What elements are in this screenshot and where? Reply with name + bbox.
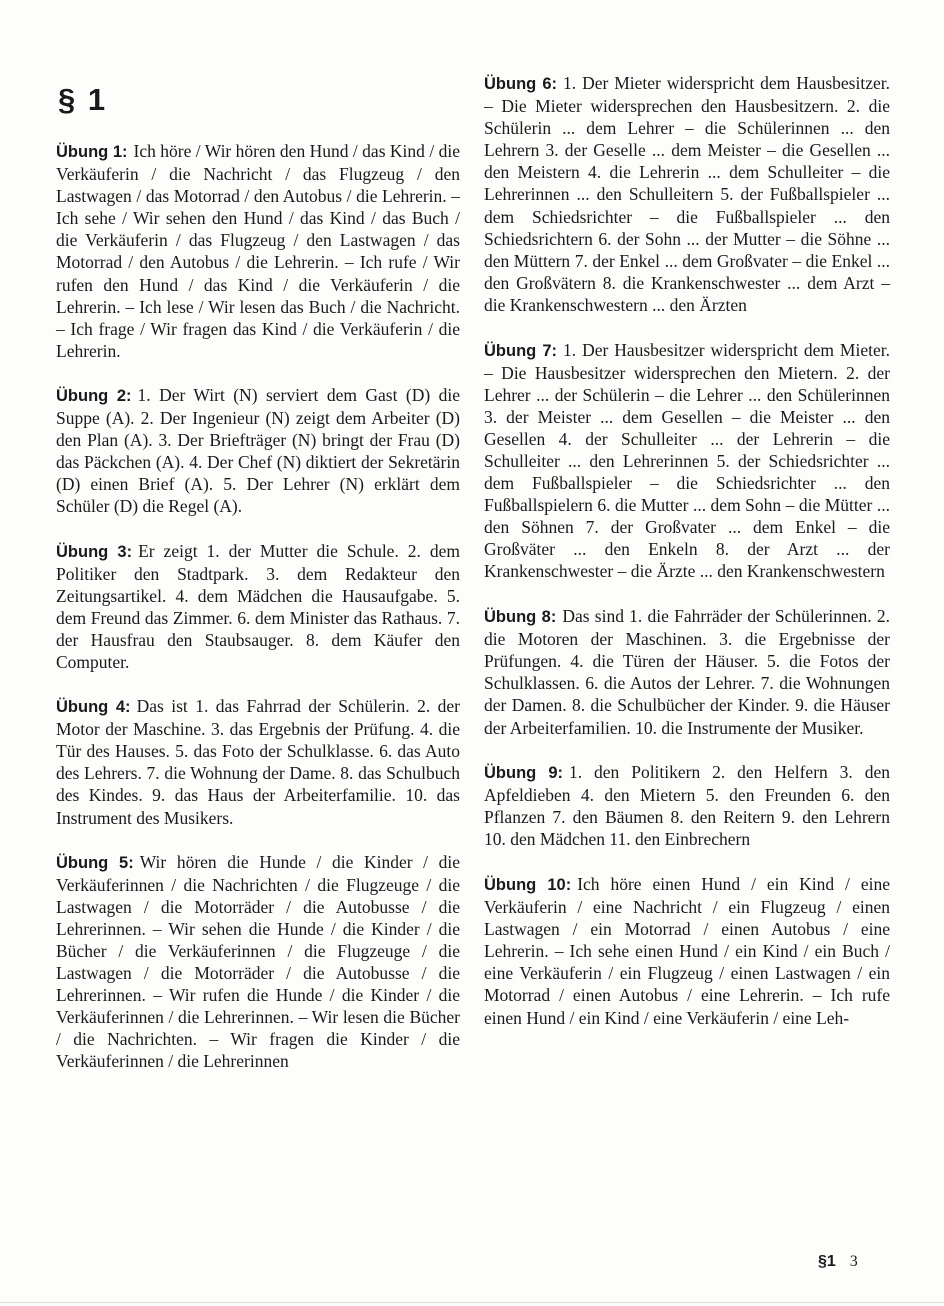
exercise-4 [56, 695, 460, 829]
exercise-8 [484, 605, 890, 739]
exercise-text: Ich höre / Wir hören den Hund / das Kind / die Verkäuferin / die Nachricht / das Flugzeug / den Lastwagen / das Motorrad / den Autobus / die Lehrerin. – Ich sehe / Wir sehen den Hund / das Kind / das Buch / die Verkäuferin / das Flugzeug / den Lastwagen / das Motorrad / den Autobus / die Lehrerin. – Ich rufe / Wir rufen den Hund / das Kind / die Verkäuferin / die Lehrerin. – Ich lese / Wir lesen das Buch / die Nachricht. – Ich frage / Wir fragen das Kind / die Verkäuferin / die Lehrerin. [56, 141, 460, 361]
exercise-label: Übung 9: [484, 764, 564, 783]
page-number: 3 [849, 1253, 858, 1270]
exercise-9 [484, 761, 890, 850]
exercise-text: 1. Der Wirt (N) serviert dem Gast (D) die Suppe (A). 2. Der Ingenieur (N) zeigt dem Arbeiter (D) den Plan (A). 3. Der Briefträger (N) bringt der Frau (D) das Päckchen (A). 4. Der Chef (N) diktiert der Sekretärin (D) einen Brief (A). 5. Der Lehrer (N) erklärt dem Schüler (D) die Regel (A). [56, 384, 460, 517]
exercise-label: Übung 1: [56, 143, 128, 161]
exercise-label: Übung 7: [484, 341, 558, 360]
exercise-5 [56, 851, 460, 1073]
exercise-text: Das sind 1. die Fahrräder der Schülerinnen. 2. die Motoren der Maschinen. 3. die Ergebnisse der Prüfungen. 4. die Türen der Häuser. 5. die Fotos der Schulklassen. 6. die Autos der Lehrer. 7. die Wohnungen der Damen. 8. die Schulbücher der Kinder. 9. die Häuser der Arbeiterfamilien. 10. die Instrumente der Musiker. [484, 606, 890, 738]
exercise-text: Das ist 1. das Fahrrad der Schülerin. 2. der Motor der Maschine. 3. das Ergebnis der Prüfung. 4. die Tür des Hauses. 5. das Foto der Schulklasse. 6. das Auto des Lehrers. 7. die Wohnung der Dame. 8. das Schulbuch des Kindes. 9. das Haus der Arbeiterfamilie. 10. das Instrument des Musikers. [56, 696, 460, 828]
exercise-10 [484, 873, 890, 1029]
exercise-text: 1. den Politikern 2. den Helfern 3. den Apfeldieben 4. den Mietern 5. den Freunden 6. den Pflanzen 7. den Bäumen 8. den Reitern 9. den Lehrern 10. den Mädchen 11. den Einbrechern [484, 762, 890, 850]
exercise-6 [484, 72, 890, 316]
bottom-divider [0, 1302, 944, 1303]
exercise-7 [484, 339, 890, 583]
footer-section-marker: §1 [818, 1253, 836, 1270]
exercise-text: Er zeigt 1. der Mutter die Schule. 2. dem Politiker den Stadtpark. 3. dem Redakteur den Zeitungsartikel. 4. dem Mädchen die Hausaufgabe. 5. dem Freund das Zimmer. 6. dem Minister das Rathaus. 7. der Hausfrau den Staubsauger. 8. dem Käufer den Computer. [56, 540, 460, 672]
section-heading: § 1 [58, 82, 108, 117]
exercise-2 [56, 384, 460, 518]
exercise-label: Übung 3: [56, 542, 133, 561]
exercise-text: 1. Der Hausbesitzer widerspricht dem Mieter. – Die Hausbesitzer widersprechen den Mietern. 2. der Lehrer ... der Schülerin – die Lehrer ... den Schülerinnen 3. der Meister ... dem Gesellen – die Meister ... den Gesellen 4. der Schulleiter ... der Lehrerin – die Schulleiter ... den Lehrerinnen 5. der Schiedsrichter ... dem Fußballspieler – die Schiedsrichter ... den Fußballspielern 6. die Mutter ... dem Sohn – die Mütter ... den Söhnen 7. der Großvater ... dem Enkel – die Großväter ... den Enkeln 8. der Arzt ... der Krankenschwester – die Ärzte ... den Krankenschwestern [484, 339, 890, 582]
exercise-label: Übung 4: [56, 698, 131, 717]
exercise-3 [56, 540, 460, 674]
page-footer [818, 1253, 858, 1271]
exercise-label: Übung 8: [484, 608, 557, 627]
exercise-label: Übung 5: [56, 853, 134, 872]
exercise-label: Übung 10: [484, 876, 572, 894]
exercise-text: 1. Der Mieter widerspricht dem Hausbesitzer. – Die Mieter widersprechen den Hausbesitzern. 2. die Schülerin ... dem Lehrer – die Schülerinnen ... den Lehrern 3. der Geselle ... dem Meister – die Gesellen ... den Meistern 4. die Lehrerin ... dem Schulleiter – die Lehrerinnen ... den Schulleitern 5. der Fußballspieler ... dem Schiedsrichter – die Fußballspieler ... den Schiedsrichtern 6. der Sohn ... der Mutter – die Söhne ... den Müttern 7. der Enkel ... dem Großvater – die Enkel ... den Großvätern 8. die Krankenschwester ... dem Arzt – die Krankenschwestern ... den Ärzten [484, 73, 890, 315]
left-column [56, 140, 460, 1095]
exercise-label: Übung 2: [56, 386, 132, 405]
exercise-text: Ich höre einen Hund / ein Kind / eine Verkäuferin / eine Nachricht / ein Flugzeug / einen Lastwagen / ein Motorrad / einen Autobus / eine Lehrerin. – Ich sehe einen Hund / ein Kind / ein Buch / eine Verkäuferin / ein Flugzeug / einen Lastwagen / ein Motorrad / einen Autobus / eine Lehrerin. – Ich rufe einen Hund / ein Kind / eine Verkäuferin / eine Leh- [484, 874, 890, 1028]
right-column [484, 72, 890, 1051]
exercise-label: Übung 6: [484, 75, 558, 93]
exercise-text: Wir hören die Hunde / die Kinder / die Verkäuferinnen / die Nachrichten / die Flugzeuge / die Lastwagen / die Motorräder / die Autobusse / die Lehrerinnen. – Wir sehen die Hunde / die Kinder / die Bücher / die Verkäuferinnen / die Flugzeuge / die Lastwagen / die Motorräder / die Autobusse / die Lehrerinnen. – Wir rufen die Hunde / die Kinder / die Verkäuferinnen / die Lehrerinnen. – Wir lesen die Bücher / die Nachrichten. – Wir fragen die Kinder / die Verkäuferinnen / die Lehrerinnen [56, 851, 460, 1072]
exercise-1 [56, 140, 460, 362]
